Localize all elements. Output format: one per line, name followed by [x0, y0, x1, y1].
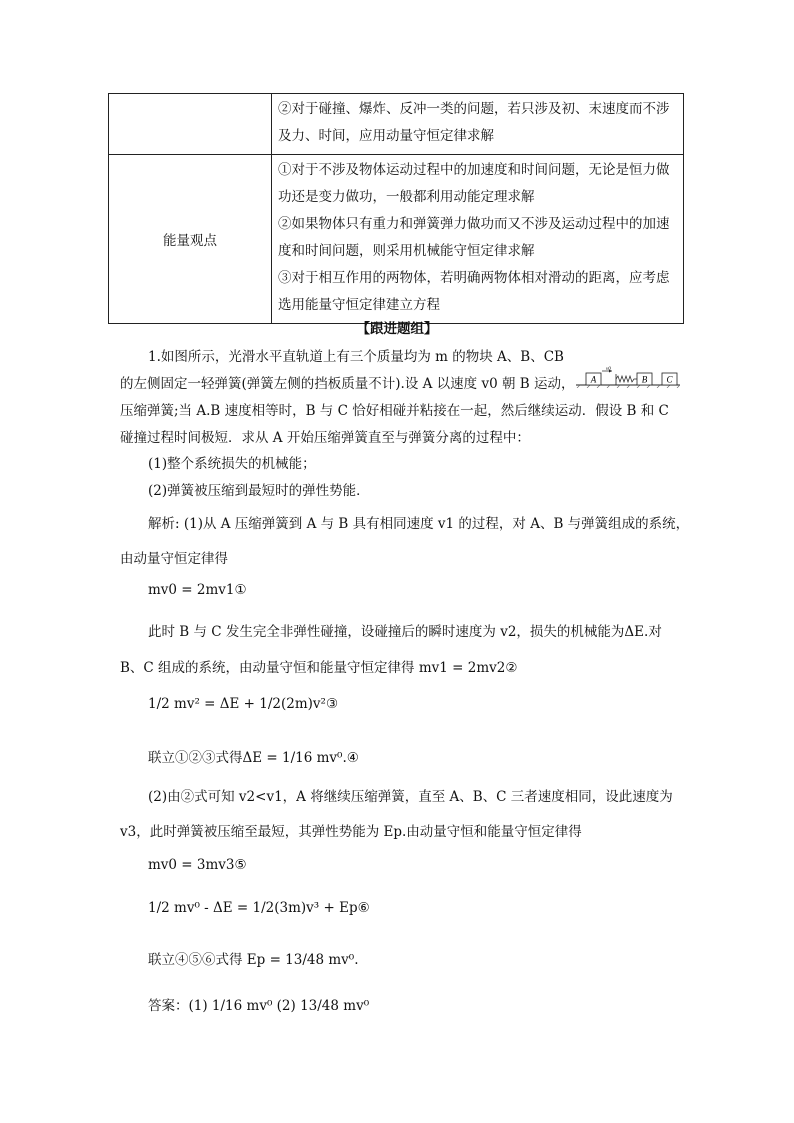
equation-6: 1/2 mv⁰ - ΔE = 1/2(3m)v³ + Ep⑥: [148, 900, 370, 916]
problem-line: 压缩弹簧;当 A.B 速度相等时，B 与 C 恰好相碰并粘接在一起，然后继续运动．假设 B 和 C: [120, 403, 669, 419]
row-content: [272, 155, 684, 324]
equation-7: 联立④⑤⑥式得 Ep = 13/48 mv⁰.: [148, 952, 359, 968]
table-row: [109, 155, 684, 324]
table-row: [109, 94, 684, 155]
row-label-energy: 能量观点: [109, 155, 272, 324]
method-table: [108, 93, 684, 324]
solution-line: 由动量守恒定律得: [120, 551, 228, 567]
problem-line: 碰撞过程时间极短．求从 A 开始压缩弹簧直至与弹簧分离的过程中：: [120, 430, 530, 446]
problem-line: 1.如图所示，光滑水平直轨道上有三个质量均为 m 的物块 A、B、CB: [148, 349, 564, 365]
velocity-label: v0: [606, 367, 611, 372]
block-a-label: A: [590, 374, 597, 385]
paragraph: ③对于相互作用的两物体，若明确两物体相对滑动的距离，应考虑选用能量守恒定律建立方程: [278, 270, 670, 313]
answer: 答案：(1) 1/16 mv⁰ (2) 13/48 mv⁰: [148, 998, 370, 1014]
solution-line: B、C 组成的系统，由动量守恒和能量守恒定律得 mv1 = 2mv2②: [120, 660, 518, 676]
question-1: (1)整个系统损失的机械能；: [148, 456, 316, 472]
solution-line: v3，此时弹簧被压缩至最短，其弹性势能为 Ep.由动量守恒和能量守恒定律得: [120, 824, 582, 840]
paragraph: ②如果物体只有重力和弹簧弹力做功而又不涉及运动过程中的加速度和时间问题，则采用机械能守恒定律求解: [278, 216, 670, 259]
section-title: 【跟进题组】: [356, 321, 438, 337]
paragraph: ②对于碰撞、爆炸、反冲一类的问题，若只涉及初、末速度而不涉及力、时间，应用动量守恒定律求解: [278, 101, 670, 144]
spring-block-diagram-icon: [576, 366, 680, 388]
equation-5: mv0 = 3mv3⑤: [148, 857, 247, 873]
equation-1: mv0 = 2mv1①: [148, 582, 247, 598]
solution-line: 解析: (1)从 A 压缩弹簧到 A 与 B 具有相同速度 v1 的过程，对 A、B 与弹簧组成的系统，: [148, 516, 690, 532]
question-2: (2)弹簧被压缩到最短时的弹性势能．: [148, 483, 370, 499]
row-label-empty: [109, 94, 272, 155]
problem-line: 的左侧固定一轻弹簧(弹簧左侧的挡板质量不计).设 A 以速度 v0 朝 B 运动，: [120, 376, 575, 392]
block-c-label: C: [666, 374, 673, 385]
equation-4: 联立①②③式得ΔE = 1/16 mv⁰.④: [148, 750, 359, 766]
row-content: [272, 94, 684, 155]
paragraph: ①对于不涉及物体运动过程中的加速度和时间问题，无论是恒力做功还是变力做功，一般都利用动能定理求解: [278, 162, 670, 205]
solution-line: 此时 B 与 C 发生完全非弹性碰撞，设碰撞后的瞬时速度为 v2，损失的机械能为ΔE.对: [148, 624, 662, 640]
equation-3: 1/2 mv² = ΔE + 1/2(2m)v²③: [148, 696, 339, 712]
block-b-label: B: [641, 374, 648, 385]
solution-line: (2)由②式可知 v2<v1，A 将继续压缩弹簧，直至 A、B、C 三者速度相同，设此速度为: [148, 789, 673, 805]
